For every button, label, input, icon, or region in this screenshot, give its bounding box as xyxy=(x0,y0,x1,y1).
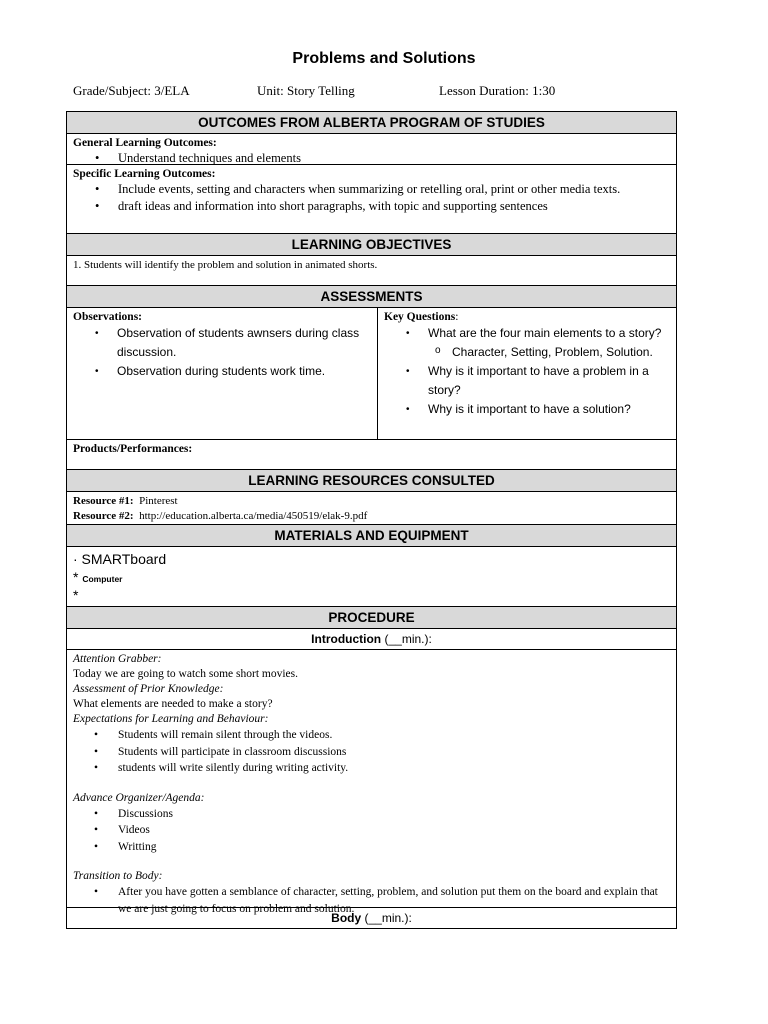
list-item: • Writting xyxy=(73,839,670,856)
resource-2-label: Resource #2: xyxy=(73,510,134,522)
list-item: • After you have gotten a semblance of character, setting, problem, and solution put them on the board and explain that we are just going to focus on problem and solution. xyxy=(73,884,670,917)
key-questions-colon: : xyxy=(455,311,459,323)
lesson-duration: Lesson Duration: 1:30 xyxy=(439,83,556,98)
key-questions-label xyxy=(384,310,670,324)
introduction-section xyxy=(67,650,676,915)
specific-outcomes-label: Specific Learning Outcomes: xyxy=(73,168,216,180)
introduction-time: (__min.): xyxy=(381,632,432,646)
prior-knowledge-text: What elements are needed to make a story? xyxy=(73,698,273,710)
observations-label: Observations: xyxy=(73,311,142,323)
list-item: • Observation of students awnsers during class discussion. xyxy=(73,324,371,362)
document-title: Problems and Solutions xyxy=(292,50,476,67)
grade-subject: Grade/Subject: 3/ELA xyxy=(73,83,190,98)
products-section xyxy=(67,440,676,470)
resources-header: LEARNING RESOURCES CONSULTED xyxy=(67,470,676,492)
lesson-plan-table xyxy=(66,111,677,929)
list-item: • Students will participate in classroom discussions xyxy=(73,744,670,761)
observations-column xyxy=(67,308,378,439)
resource-2-link[interactable]: http://education.alberta.ca/media/450519/elak-9.pdf xyxy=(139,510,368,522)
list-item: • Observation during students work time. xyxy=(73,362,371,381)
list-item: • Understand techniques and elements xyxy=(73,150,670,167)
list-item: • Why is it important to have a solution? xyxy=(384,400,670,419)
material-item: * xyxy=(73,587,79,603)
procedure-header: PROCEDURE xyxy=(67,607,676,629)
attention-label: Attention Grabber: xyxy=(73,653,162,665)
products-label: Products/Performances: xyxy=(73,443,193,455)
key-questions-label-text: Key Questions xyxy=(384,311,456,323)
resources-section xyxy=(67,492,676,525)
introduction-header xyxy=(67,629,676,650)
general-outcomes-label: General Learning Outcomes: xyxy=(73,137,217,149)
agenda-label: Advance Organizer/Agenda: xyxy=(73,791,205,804)
resource-2 xyxy=(73,509,670,524)
resource-1 xyxy=(73,494,670,509)
assessments-columns xyxy=(67,308,676,440)
materials-section xyxy=(67,547,676,607)
resource-1-value: Pinterest xyxy=(139,495,178,507)
list-item: • students will write silently during writing activity. xyxy=(73,760,670,777)
attention-text: Today we are going to watch some short movies. xyxy=(73,668,298,680)
unit: Unit: Story Telling xyxy=(257,83,355,98)
material-item: · SMARTboard xyxy=(73,551,167,567)
lesson-meta xyxy=(73,83,555,99)
objectives-header: LEARNING OBJECTIVES xyxy=(67,234,676,256)
objective-item: 1. Students will identify the problem and solution in animated shorts. xyxy=(73,259,378,271)
material-item xyxy=(73,569,670,587)
list-item: • Include events, setting and characters when summarizing or retelling oral, print or other media texts. xyxy=(73,181,670,198)
assessments-header: ASSESSMENTS xyxy=(67,286,676,308)
outcomes-header: OUTCOMES FROM ALBERTA PROGRAM OF STUDIES xyxy=(67,112,676,134)
body-label: Body xyxy=(331,911,362,925)
list-item: • draft ideas and information into short paragraphs, with topic and supporting sentences xyxy=(73,198,670,215)
list-item: • What are the four main elements to a story? xyxy=(384,324,670,343)
specific-outcomes-section xyxy=(67,165,676,234)
body-time: (__min.): xyxy=(361,911,412,925)
prior-knowledge-label: Assessment of Prior Knowledge: xyxy=(73,683,224,695)
key-questions-column xyxy=(378,308,676,439)
resource-1-label: Resource #1: xyxy=(73,495,134,507)
list-item: • Students will remain silent through the videos. xyxy=(73,727,670,744)
expectations-label: Expectations for Learning and Behaviour: xyxy=(73,713,269,725)
list-item: o Character, Setting, Problem, Solution. xyxy=(384,343,670,362)
list-item: • Videos xyxy=(73,822,670,839)
materials-header: MATERIALS AND EQUIPMENT xyxy=(67,525,676,547)
general-outcomes-section xyxy=(67,134,676,165)
objectives-section xyxy=(67,256,676,286)
introduction-label: Introduction xyxy=(311,632,382,646)
transition-label: Transition to Body: xyxy=(73,870,163,882)
list-item: • Discussions xyxy=(73,806,670,823)
list-item: • Why is it important to have a problem in a story? xyxy=(384,362,670,400)
material-bullet: * xyxy=(73,569,83,585)
material-item-label: Computer xyxy=(82,574,123,584)
